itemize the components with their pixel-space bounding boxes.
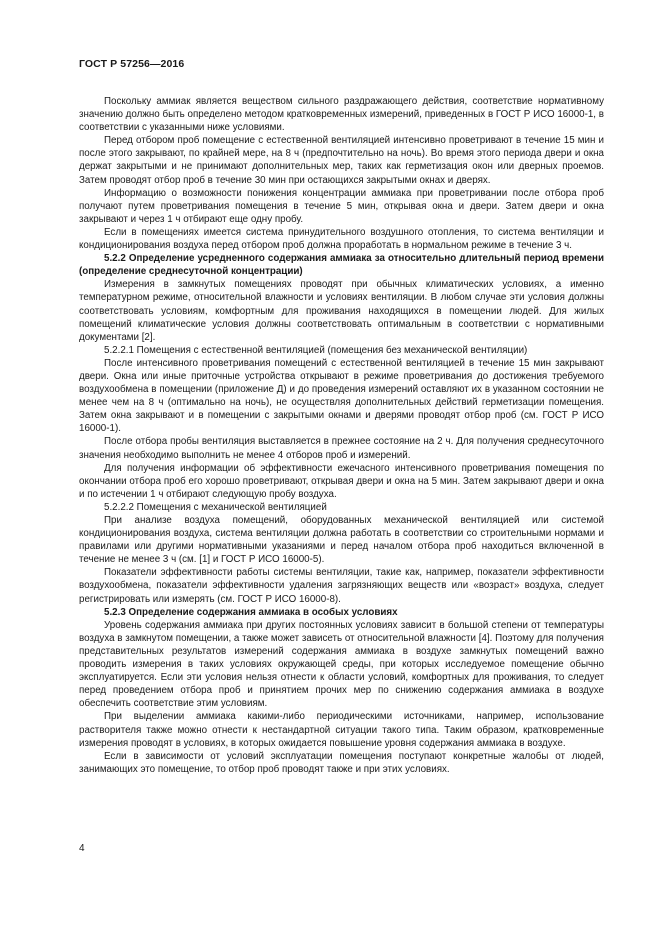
document-body — [79, 95, 604, 776]
document-header-title: ГОСТ Р 57256—2016 — [79, 58, 185, 70]
paragraph: Если в зависимости от условий эксплуатации помещения поступают конкретные жалобы от людей, занимающих это помещение, то отбор проб проводят также и при этих условиях. — [79, 750, 604, 775]
subsection-heading-5-2-2-2: 5.2.2.2 Помещения с механической вентиляцией — [104, 501, 327, 513]
subsection-heading-5-2-2-1: 5.2.2.1 Помещения с естественной вентиляцией (помещения без механической вентиляции) — [104, 344, 528, 356]
paragraph: После отбора пробы вентиляция выставляется в прежнее состояние на 2 ч. Для получения среднесуточного значения необходимо выполнить не менее 4 отборов проб и измерений. — [79, 436, 604, 461]
paragraph: Если в помещениях имеется система принудительного воздушного отопления, то система вентиляции и кондиционирования воздуха перед отбором проб должна проработать в нормальном режиме в течение 3 ч. — [79, 226, 604, 252]
paragraph: Для получения информации об эффективности ежечасного интенсивного проветривания помещения по окончании отбора проб его хорошо проветривают, открывая двери и окна на 5 мин. Затем закрывают двери и окна и по истечении 1 ч отбирают следующую пробу воздуха. — [79, 462, 604, 500]
section-heading-5-2-2: 5.2.2 Определение усредненного содержания аммиака за относительно длительный период времени (определение среднесуточной концентрации) — [79, 253, 604, 278]
paragraph: Информацию о возможности понижения концентрации аммиака при проветривании после отбора проб получают путем проветривания помещения в течение 5 мин, открывая окна и двери. Затем двери и окна закрывают и через 1 ч отбирают еще одну пробу. — [79, 187, 604, 225]
paragraph: Поскольку аммиак является веществом сильного раздражающего действия, соответствие нормативному значению должно быть определено методом кратковременных измерений, приведенных в ГОСТ Р ИСО 16000-1, в соответствии с указанными ниже условиями. — [79, 96, 604, 134]
paragraph: При анализе воздуха помещений, оборудованных механической вентиляцией или системой кондиционирования воздуха, система вентиляции должна работать в соответствии со строительными нормами и правилами или другими нормативными указаниями и перед началом отбора проб находиться включенной в течение не менее 3 ч (см. [1] и ГОСТ Р ИСО 16000-5). — [79, 515, 604, 566]
page-number: 4 — [79, 843, 85, 854]
paragraph: Уровень содержания аммиака при других постоянных условиях зависит в большой степени от температуры воздуха в замкнутом помещении, а также может зависеть от относительной влажности [4]. Поэтому для получения представительных результатов измерений содержания аммиака в воздухе замкнутых помещений важно проводить измерения в таких условиях окружающей среды, при которых исследуемое помещение обычно эксплуатируется. Если эти условия нельзя отнести к области условий, комфортных для проживания, то следует перед проведением отбора проб и принятием прочих мер по снижению содержания аммиака в воздухе обеспечить соответствие этим условиям. — [79, 619, 604, 710]
paragraph: Перед отбором проб помещение с естественной вентиляцией интенсивно проветривают в течение 15 мин и после этого закрывают, по крайней мере, на 8 ч (предпочтительно на ночь). Во время этого периода двери и окна держат закрытыми и не принимают дополнительных мер, таких как герметизация окон или дверных проемов. Затем проводят отбор проб в течение 30 мин при остающихся закрытыми окнах и дверях. — [79, 135, 604, 186]
paragraph: После интенсивного проветривания помещений с естественной вентиляцией в течение 15 мин закрывают двери. Окна или иные приточные устройства открывают в режиме проветривания до достижения требуемого воздухообмена в помещении (приложение Д) и до проведения измерений оставляют их в указанном состоянии не менее чем на 8 ч (оптимально на ночь), не осуществляя дополнительных действий герметизации помещения. Затем окна закрывают и в помещении с закрытыми окнами и дверями проводят отбор проб (см. ГОСТ Р ИСО 16000-1). — [79, 357, 604, 435]
paragraph: Показатели эффективности работы системы вентиляции, такие как, например, показатели эффективности воздухообмена, показатели эффективности удаления загрязняющих веществ или «возраст» воздуха, следует регистрировать или измерять (см. ГОСТ Р ИСО 16000-8). — [79, 567, 604, 605]
section-heading-5-2-3: 5.2.3 Определение содержания аммиака в особых условиях — [104, 606, 398, 618]
paragraph: Измерения в замкнутых помещениях проводят при обычных климатических условиях, а именно температурном режиме, относительной влажности и условиях вентиляции. В любом случае эти условия должны соответствовать условиям, комфортным для проживания находящихся в помещении людей. Для жилых помещений климатические условия должны соответствовать оптимальным в соответствии с нормативными документами [2]. — [79, 279, 604, 343]
paragraph: При выделении аммиака какими-либо периодическими источниками, например, использование растворителя также можно отнести к нестандартной ситуации такого типа. Таким образом, кратковременные измерения проводят в условиях, в которых ожидается повышение уровня содержания аммиака в воздухе. — [79, 711, 604, 749]
